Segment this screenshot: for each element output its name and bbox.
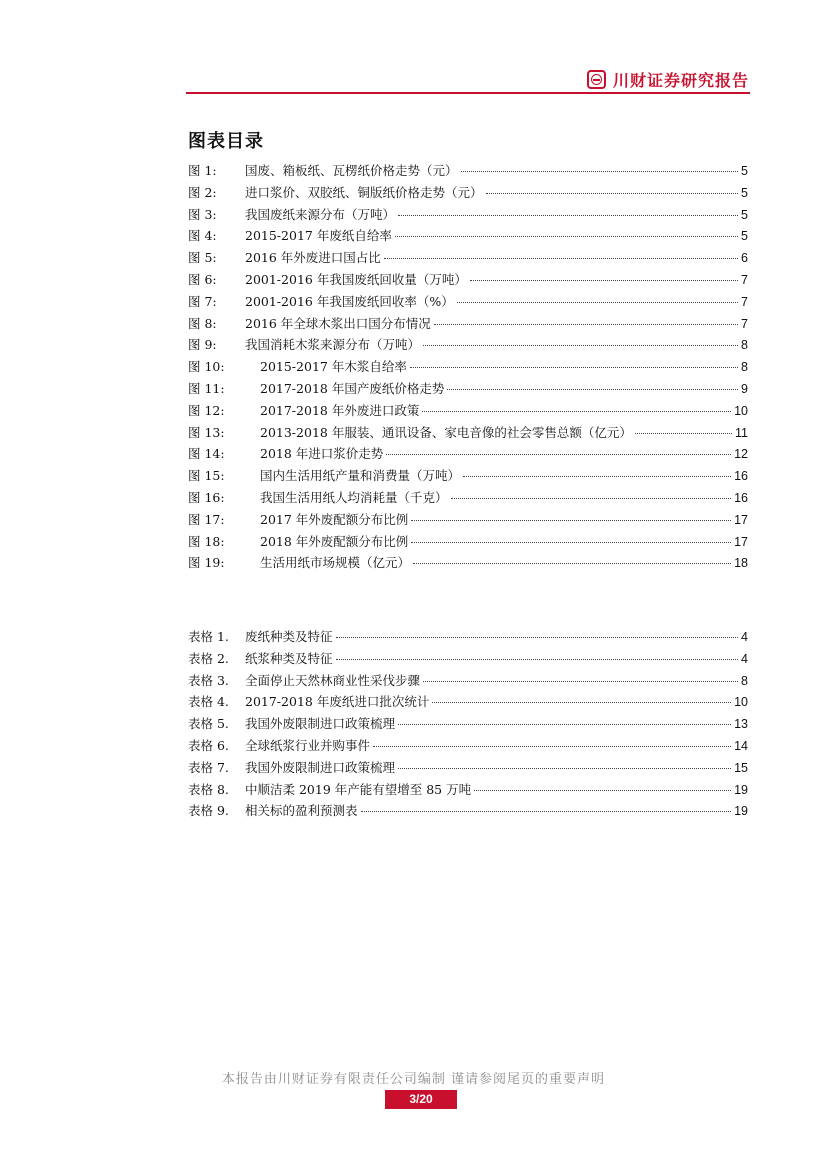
entry-title: 2001-2016 年我国废纸回收率（%） xyxy=(245,293,454,309)
entry-leader-dots xyxy=(413,562,731,564)
entry-label: 图 14: xyxy=(188,446,225,462)
entry-page-number: 8 xyxy=(741,673,748,688)
table-entry[interactable] xyxy=(188,626,748,648)
figure-entry[interactable] xyxy=(188,465,748,487)
entry-title: 国废、箱板纸、瓦楞纸价格走势（元） xyxy=(245,163,458,178)
entry-page-number: 15 xyxy=(734,760,748,775)
figure-list xyxy=(188,160,748,574)
entry-title: 2017-2018 年废纸进口批次统计 xyxy=(245,694,430,710)
table-list xyxy=(188,626,748,822)
figure-entry[interactable] xyxy=(188,225,748,247)
entry-title: 国内生活用纸产量和消费量（万吨） xyxy=(260,468,461,484)
entry-leader-dots xyxy=(474,789,731,791)
table-entry[interactable] xyxy=(188,670,748,692)
entry-page-number: 16 xyxy=(734,469,748,484)
entry-label: 表格 8. xyxy=(188,781,229,797)
figure-entry[interactable] xyxy=(188,247,748,269)
table-entry[interactable] xyxy=(188,648,748,670)
entry-page-number: 14 xyxy=(734,738,748,753)
entry-leader-dots xyxy=(361,810,732,812)
entry-page-number: 7 xyxy=(741,272,748,287)
entry-page-number: 19 xyxy=(734,804,748,819)
entry-label: 图 6: xyxy=(188,271,217,287)
page-number: 3/20 xyxy=(385,1090,457,1109)
entry-label: 图 5: xyxy=(188,250,217,266)
entry-title: 2015-2017 年废纸自给率 xyxy=(245,228,392,244)
entry-label: 表格 5. xyxy=(188,716,229,732)
entry-title: 2017 年外废配额分布比例 xyxy=(260,511,409,527)
entry-leader-dots xyxy=(395,235,738,237)
entry-page-number: 7 xyxy=(741,316,748,331)
entry-page-number: 10 xyxy=(734,403,748,418)
entry-page-number: 17 xyxy=(734,534,748,549)
section-title: 图表目录 xyxy=(188,131,264,152)
entry-title: 我国生活用纸人均消耗量（千克） xyxy=(260,489,448,505)
entry-leader-dots xyxy=(398,767,731,769)
entry-label: 表格 9. xyxy=(188,803,229,819)
entry-label: 表格 2. xyxy=(188,650,229,666)
entry-title: 中顺洁柔 2019 年产能有望增至 85 万吨 xyxy=(245,781,472,797)
figure-entry[interactable] xyxy=(188,313,748,335)
entry-page-number: 18 xyxy=(734,556,748,571)
entry-page-number: 8 xyxy=(741,338,748,353)
table-entry[interactable] xyxy=(188,779,748,801)
entry-title: 纸浆种类及特征 xyxy=(245,650,333,666)
entry-leader-dots xyxy=(470,279,738,281)
entry-label: 图 12: xyxy=(188,402,225,418)
entry-title: 2018 年进口浆价走势 xyxy=(260,446,384,462)
entry-label: 图 15: xyxy=(188,468,225,484)
entry-leader-dots xyxy=(398,214,738,216)
entry-label: 图 8: xyxy=(188,315,217,331)
figure-entry[interactable] xyxy=(188,204,748,226)
entry-label: 图 17: xyxy=(188,511,225,527)
table-entry[interactable] xyxy=(188,757,748,779)
entry-label: 表格 1. xyxy=(188,629,229,644)
entry-page-number: 10 xyxy=(734,695,748,710)
entry-page-number: 8 xyxy=(741,360,748,375)
entry-title: 2001-2016 年我国废纸回收量（万吨） xyxy=(245,271,467,287)
entry-title: 全面停止天然林商业性采伐步骤 xyxy=(245,672,421,688)
entry-leader-dots xyxy=(451,497,732,499)
entry-leader-dots xyxy=(373,745,731,747)
entry-leader-dots xyxy=(447,388,738,390)
figure-entry[interactable] xyxy=(188,487,748,509)
entry-label: 图 13: xyxy=(188,424,225,440)
entry-leader-dots xyxy=(422,410,731,412)
entry-page-number: 9 xyxy=(741,381,748,396)
table-entry[interactable] xyxy=(188,713,748,735)
figure-entry[interactable] xyxy=(188,269,748,291)
entry-leader-dots xyxy=(411,519,731,521)
entry-page-number: 5 xyxy=(741,229,748,244)
entry-page-number: 5 xyxy=(741,207,748,222)
table-entry[interactable] xyxy=(188,800,748,822)
entry-label: 图 19: xyxy=(188,555,225,571)
entry-title: 我国消耗木浆来源分布（万吨） xyxy=(245,337,421,353)
entry-leader-dots xyxy=(410,366,738,368)
entry-leader-dots xyxy=(336,658,739,660)
figure-entry[interactable] xyxy=(188,356,748,378)
entry-leader-dots xyxy=(386,453,731,455)
entry-title: 2017-2018 年外废进口政策 xyxy=(260,402,420,418)
entry-title: 2013-2018 年服装、通讯设备、家电音像的社会零售总额（亿元） xyxy=(260,424,632,440)
entry-label: 图 18: xyxy=(188,533,225,549)
table-entry[interactable] xyxy=(188,691,748,713)
entry-label: 表格 3. xyxy=(188,672,229,688)
entry-label: 图 4: xyxy=(188,228,217,244)
entry-page-number: 13 xyxy=(734,717,748,732)
brand-name: 川财证券研究报告 xyxy=(612,71,749,90)
entry-page-number: 19 xyxy=(734,782,748,797)
figure-entry[interactable] xyxy=(188,422,748,444)
entry-label: 图 7: xyxy=(188,293,217,309)
figure-entry[interactable] xyxy=(188,400,748,422)
entry-leader-dots xyxy=(486,192,739,194)
entry-leader-dots xyxy=(384,257,738,259)
entry-leader-dots xyxy=(434,323,738,325)
figure-entry[interactable] xyxy=(188,552,748,574)
figure-entry[interactable] xyxy=(188,160,748,182)
entry-title: 进口浆价、双胶纸、铜版纸价格走势（元） xyxy=(245,184,483,200)
entry-leader-dots xyxy=(463,475,731,477)
entry-page-number: 17 xyxy=(734,512,748,527)
figure-entry[interactable] xyxy=(188,443,748,465)
entry-title: 废纸种类及特征 xyxy=(245,629,333,644)
entry-label: 图 10: xyxy=(188,359,225,375)
entry-leader-dots xyxy=(635,432,732,434)
figure-entry[interactable] xyxy=(188,509,748,531)
figure-entry[interactable] xyxy=(188,334,748,356)
entry-title: 2015-2017 年木浆自给率 xyxy=(260,359,407,375)
entry-title: 相关标的盈利预测表 xyxy=(245,803,358,819)
figure-entry[interactable] xyxy=(188,182,748,204)
entry-page-number: 4 xyxy=(741,630,748,644)
entry-title: 2016 年全球木浆出口国分布情况 xyxy=(245,315,431,331)
entry-leader-dots xyxy=(336,636,739,638)
entry-page-number: 16 xyxy=(734,490,748,505)
entry-label: 表格 4. xyxy=(188,694,229,710)
entry-leader-dots xyxy=(398,723,731,725)
entry-leader-dots xyxy=(457,301,738,303)
entry-title: 全球纸浆行业并购事件 xyxy=(245,737,371,753)
entry-label: 图 16: xyxy=(188,489,225,505)
entry-page-number: 12 xyxy=(734,447,748,462)
entry-page-number: 7 xyxy=(741,294,748,309)
entry-page-number: 6 xyxy=(741,251,748,266)
entry-label: 表格 6. xyxy=(188,737,229,753)
entry-leader-dots xyxy=(461,170,739,172)
entry-title: 2016 年外废进口国占比 xyxy=(245,250,381,266)
header-rule xyxy=(186,92,750,94)
footer-note: 本报告由川财证券有限责任公司编制 谨请参阅尾页的重要声明 xyxy=(221,1072,606,1087)
entry-page-number: 11 xyxy=(735,425,748,440)
chuancai-logo-icon xyxy=(587,70,606,89)
entry-label: 图 9: xyxy=(188,337,217,353)
entry-page-number: 4 xyxy=(741,651,748,666)
entry-title: 生活用纸市场规模（亿元） xyxy=(260,555,411,571)
entry-leader-dots xyxy=(423,680,738,682)
entry-label: 图 1: xyxy=(188,163,217,178)
entry-leader-dots xyxy=(411,541,731,543)
entry-title: 我国外废限制进口政策梳理 xyxy=(245,759,396,775)
figure-entry[interactable] xyxy=(188,291,748,313)
entry-label: 图 2: xyxy=(188,184,217,200)
entry-leader-dots xyxy=(423,344,738,346)
entry-title: 2018 年外废配额分布比例 xyxy=(260,533,409,549)
header-brand xyxy=(587,68,749,91)
entry-leader-dots xyxy=(432,701,731,703)
entry-label: 图 3: xyxy=(188,206,217,222)
table-entry[interactable] xyxy=(188,735,748,757)
entry-title: 2017-2018 年国产废纸价格走势 xyxy=(260,380,445,396)
entry-page-number: 5 xyxy=(741,185,748,200)
entry-title: 我国外废限制进口政策梳理 xyxy=(245,716,396,732)
entry-page-number: 5 xyxy=(741,164,748,178)
entry-label: 图 11: xyxy=(188,380,225,396)
entry-title: 我国废纸来源分布（万吨） xyxy=(245,206,396,222)
entry-label: 表格 7. xyxy=(188,759,229,775)
figure-entry[interactable] xyxy=(188,531,748,553)
figure-entry[interactable] xyxy=(188,378,748,400)
